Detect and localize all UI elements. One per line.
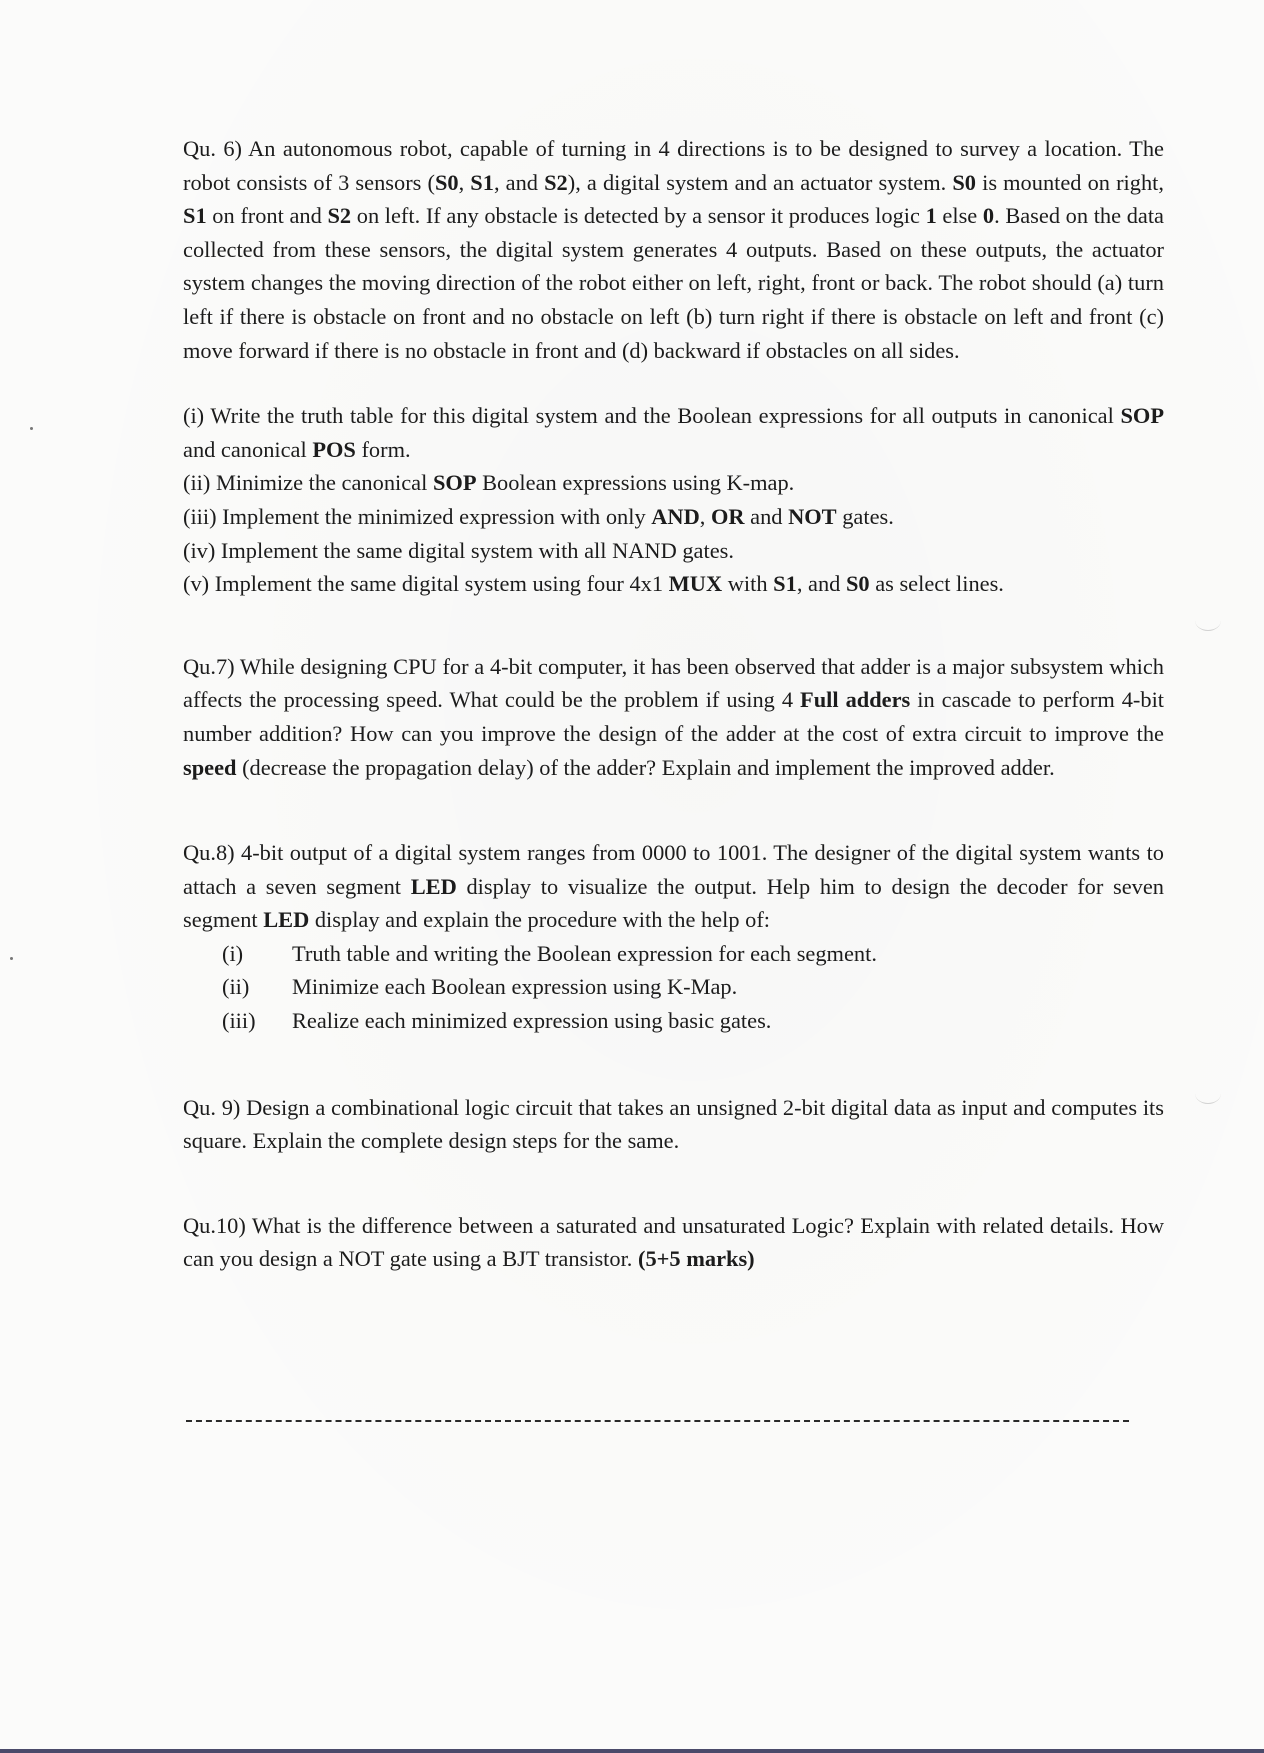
end-separator-line	[186, 1420, 1129, 1422]
subpart-i: (i) Write the truth table for this digital system and the Boolean expressions for all outputs in canonical SOP and canonical POS form.	[183, 403, 1164, 462]
subpart-v: (v) Implement the same digital system using four 4x1 MUX with S1, and S0 as select lines.	[183, 571, 1004, 597]
scan-edge	[0, 1749, 1264, 1753]
list-item: (iii) Realize each minimized expression using basic gates.	[222, 1008, 772, 1034]
list-item: (ii) Minimize each Boolean expression using K-Map.	[222, 974, 738, 1000]
scan-speck	[10, 957, 13, 960]
subpart-iii: (iii) Implement the minimized expression with only AND, OR and NOT gates.	[183, 503, 894, 529]
question-10: Qu.10) What is the difference between a saturated and unsaturated Logic? Explain with related details. How can you design a NOT gate using a BJT transistor. (5+5 marks)	[183, 1212, 1164, 1272]
scan-speck	[30, 427, 33, 430]
question-9: Qu. 9) Design a combinational logic circuit that takes an unsigned 2-bit digital data as input and computes its square. Explain the complete design steps for the same.	[183, 1094, 1164, 1154]
question-content	[183, 132, 1164, 1276]
punch-hole-mark	[1195, 610, 1221, 631]
punch-hole-mark	[1195, 1083, 1221, 1104]
question-6: Qu. 6) An autonomous robot, capable of turning in 4 directions is to be designed to survey a location. The robot consists of 3 sensors (S0, S1, and S2), a digital system and an actuator system. S0 is mounted on right, S1 on front and S2 on left. If any obstacle is detected by a sensor it produces logic 1 else 0. Based on the data collected from these sensors, the digital system generates 4 outputs. Based on these outputs, the actuator system changes the moving direction of the robot either on left, right, front or back. The robot should (a) turn left if there is obstacle on front and no obstacle on left (b) turn right if there is obstacle on left and front (c) move forward if there is no obstacle in front and (d) backward if obstacles on all sides.	[183, 136, 1164, 363]
question-6-subparts	[183, 399, 1164, 601]
question-8-list	[183, 937, 1164, 1038]
question-8: Qu.8) 4-bit output of a digital system ranges from 0000 to 1001. The designer of the digital system wants to attach a seven segment LED display to visualize the output. Help him to design the decoder for seven segment LED display and explain the procedure with the help of:	[183, 840, 1164, 933]
list-item: (i) Truth table and writing the Boolean expression for each segment.	[222, 940, 877, 966]
subpart-ii: (ii) Minimize the canonical SOP Boolean expressions using K-map.	[183, 470, 795, 496]
question-7: Qu.7) While designing CPU for a 4-bit computer, it has been observed that adder is a major subsystem which affects the processing speed. What could be the problem if using 4 Full adders in cascade to perform 4-bit number addition? How can you improve the design of the adder at the cost of extra circuit to improve the speed (decrease the propagation delay) of the adder? Explain and implement the improved adder.	[183, 653, 1165, 780]
subpart-iv: (iv) Implement the same digital system with all NAND gates.	[183, 537, 734, 563]
